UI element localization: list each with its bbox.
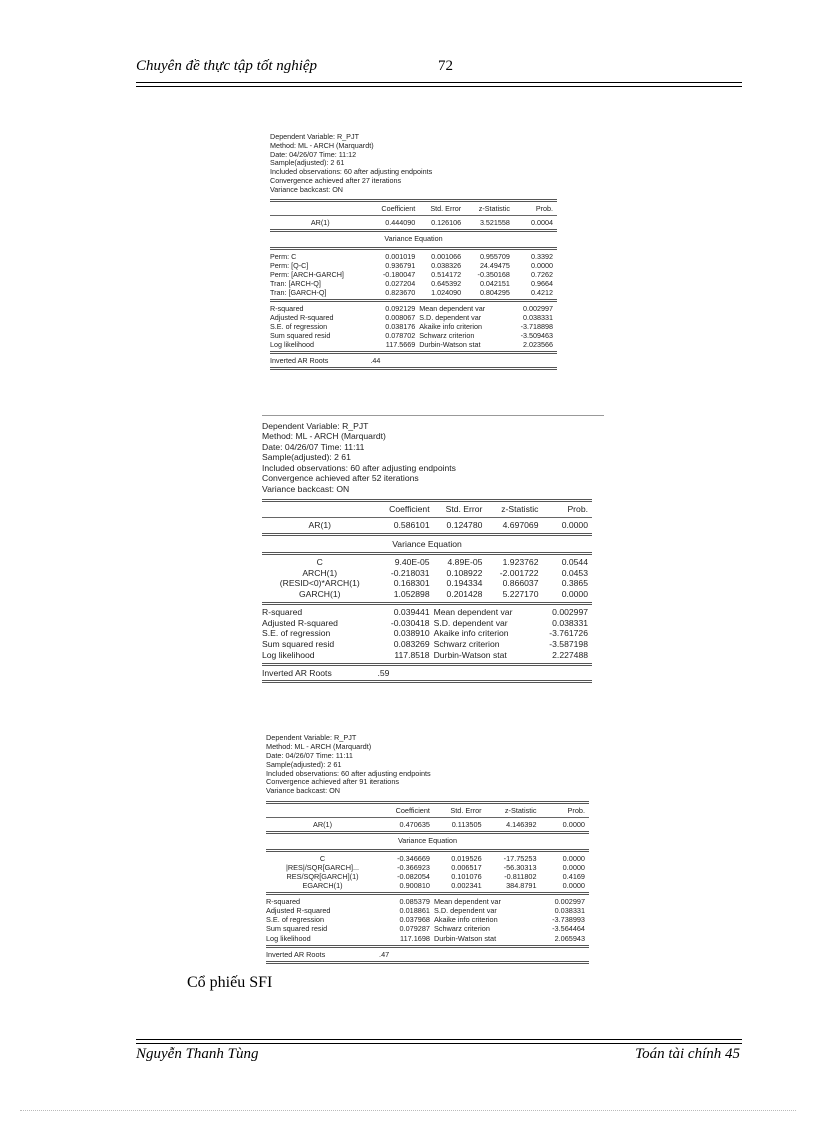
stats-table <box>262 607 592 661</box>
page-number: 72 <box>438 58 453 74</box>
variance-equation-caption: Variance Equation <box>384 234 443 244</box>
stat-label: Mean dependent var <box>433 897 501 907</box>
divider <box>270 199 557 202</box>
divider <box>262 552 592 555</box>
divider <box>262 499 592 502</box>
roots-label: Inverted AR Roots <box>270 355 329 365</box>
table-cell: 4.89E-05 <box>447 556 483 567</box>
column-header: z-Statistic <box>478 204 510 214</box>
row-label: |RES|/SQR[GARCH]... <box>285 862 360 872</box>
table-cell: 5.227170 <box>502 589 539 600</box>
estimation-output-3 <box>266 734 589 966</box>
footer-rule <box>136 1039 742 1044</box>
header-rule <box>136 82 742 87</box>
table-cell: 0.7262 <box>531 269 553 279</box>
table-cell: 0.001066 <box>431 251 462 261</box>
roots-value: .47 <box>379 949 390 959</box>
table-cell: 0.038326 <box>431 260 462 270</box>
table-cell: 0.113505 <box>451 820 482 830</box>
divider <box>266 961 589 964</box>
stat-value: 0.038910 <box>393 628 430 639</box>
divider <box>266 817 589 818</box>
stat-value: 117.8518 <box>394 649 430 660</box>
table-cell: 0.3392 <box>531 251 553 261</box>
stat-value: 117.1698 <box>400 933 430 943</box>
variance-table <box>262 557 592 600</box>
row-label: (RESID<0)*ARCH(1) <box>279 578 360 589</box>
table-row <box>262 589 592 600</box>
divider <box>262 533 592 536</box>
row-label: Tran: [ARCH-Q] <box>270 278 321 288</box>
mean-table <box>266 806 589 815</box>
stats-row <box>262 650 592 661</box>
table-cell: -56.30313 <box>503 862 537 872</box>
stats-row <box>270 304 557 313</box>
table-cell: 0.9664 <box>531 278 553 288</box>
column-header: Coefficient <box>395 806 430 816</box>
stat-value: 0.038331 <box>523 312 553 322</box>
table-cell: 0.444090 <box>385 218 416 228</box>
meta-line: Date: 04/26/07 Time: 11:11 <box>266 750 353 760</box>
table-cell: 1.923762 <box>502 556 539 567</box>
table-cell: 0.3865 <box>561 578 588 589</box>
stats-table <box>270 304 557 349</box>
stat-value: 0.002997 <box>554 897 585 907</box>
stat-label: S.E. of regression <box>266 915 324 925</box>
output-meta <box>266 734 589 796</box>
row-label: AR(1) <box>312 820 333 830</box>
table-cell: 0.194334 <box>446 578 483 589</box>
meta-line: Date: 04/26/07 Time: 11:12 <box>270 149 357 159</box>
meta-line: Dependent Variable: R_PJT <box>270 132 359 141</box>
table-cell: 0.936791 <box>385 260 416 270</box>
table-row <box>266 820 589 829</box>
stat-value: -3.738993 <box>552 915 585 925</box>
table-cell: 0.823670 <box>385 287 416 297</box>
stat-label: R-squared <box>262 606 303 617</box>
table-cell: 0.645392 <box>431 278 462 288</box>
meta-line: Method: ML - ARCH (Marquardt) <box>270 140 374 150</box>
table-cell: -0.082054 <box>397 871 430 881</box>
stat-value: -3.718898 <box>520 321 553 331</box>
column-header: Std. Error <box>450 806 482 816</box>
row-label: ARCH(1) <box>302 567 338 578</box>
mean-rows-table <box>266 820 589 829</box>
row-label: Perm: [Q-C] <box>270 260 309 270</box>
row-label: EGARCH(1) <box>302 880 343 890</box>
stat-value: 0.038176 <box>385 321 416 331</box>
table-row <box>262 520 592 531</box>
stats-row <box>266 915 589 924</box>
stats-row <box>270 331 557 340</box>
table-cell: 4.146392 <box>506 820 537 830</box>
table-row <box>270 252 557 261</box>
divider <box>270 229 557 232</box>
mean-rows-table <box>262 520 592 531</box>
table-cell: -0.366923 <box>397 862 430 872</box>
table-cell: 0.900810 <box>399 880 430 890</box>
meta-line: Variance backcast: ON <box>262 483 350 494</box>
stat-label: Schwarz criterion <box>433 924 490 934</box>
stats-row <box>262 607 592 618</box>
estimation-output-1 <box>270 133 557 372</box>
table-cell: 0.042151 <box>479 278 510 288</box>
output-meta <box>270 133 557 194</box>
meta-line: Included observations: 60 after adjusting endpoints <box>266 768 431 778</box>
stat-value: 0.092129 <box>385 303 416 313</box>
section-caption: Cổ phiếu SFI <box>187 974 273 991</box>
stats-row <box>266 897 589 906</box>
table-cell: 1.052898 <box>393 589 430 600</box>
table-cell: -0.180047 <box>382 269 416 279</box>
stat-label: Schwarz criterion <box>419 330 475 340</box>
stat-label: S.D. dependent var <box>419 312 482 322</box>
table-cell: -0.218031 <box>390 567 430 578</box>
table-row <box>266 854 589 863</box>
table-cell: 0.002341 <box>451 880 482 890</box>
table-cell: 24.49475 <box>479 260 510 270</box>
meta-line: Dependent Variable: R_PJT <box>266 733 357 742</box>
stat-value: 2.065943 <box>554 933 585 943</box>
roots-table <box>262 668 592 679</box>
table-cell: 0.0000 <box>562 880 585 890</box>
stat-label: R-squared <box>266 897 301 907</box>
table-cell: 0.201428 <box>446 589 483 600</box>
row-label: Perm: [ARCH-GARCH] <box>270 269 344 279</box>
meta-line: Sample(adjusted): 2 61 <box>266 759 342 769</box>
table-cell: -2.001722 <box>499 567 539 578</box>
roots-value: .44 <box>370 355 381 365</box>
variance-equation-caption: Variance Equation <box>397 836 458 846</box>
stat-value: 0.038331 <box>554 906 585 916</box>
table-cell: 0.804295 <box>479 287 510 297</box>
stats-table <box>266 897 589 943</box>
row-label: RES/SQR[GARCH](1) <box>286 871 359 881</box>
divider <box>266 849 589 852</box>
output-meta <box>262 421 592 494</box>
stat-label: Mean dependent var <box>433 606 513 617</box>
row-label: C <box>319 853 326 863</box>
row-label: AR(1) <box>310 218 330 228</box>
column-header: Prob. <box>567 504 588 515</box>
divider <box>270 247 557 250</box>
table-row <box>270 279 557 288</box>
table-cell: 0.108922 <box>446 567 483 578</box>
table-cell: 3.521558 <box>479 218 510 228</box>
stat-label: S.E. of regression <box>262 628 331 639</box>
stats-row <box>270 340 557 349</box>
stat-value: 0.002997 <box>552 606 588 617</box>
meta-line: Sample(adjusted): 2 61 <box>270 158 345 168</box>
table-row <box>270 270 557 279</box>
table-cell: -17.75253 <box>503 853 537 863</box>
divider <box>262 663 592 666</box>
table-cell: 4.697069 <box>502 520 539 531</box>
meta-line: Included observations: 60 after adjusting endpoints <box>270 167 433 177</box>
stat-value: 0.018861 <box>399 906 430 916</box>
table-cell: 384.8791 <box>506 880 537 890</box>
table-row <box>270 288 557 297</box>
stat-value: -3.509463 <box>520 330 553 340</box>
stat-label: Log likelihood <box>270 339 314 349</box>
table-cell: 0.0000 <box>562 820 585 830</box>
stat-label: Akaike info criterion <box>433 628 509 639</box>
stat-label: Adjusted R-squared <box>270 312 334 322</box>
table-row <box>270 218 557 227</box>
table-cell: 0.955709 <box>479 251 510 261</box>
divider <box>262 602 592 605</box>
table-row <box>266 881 589 890</box>
stat-label: Adjusted R-squared <box>262 617 338 628</box>
table-cell: 0.001019 <box>385 251 416 261</box>
roots-table <box>270 356 557 365</box>
row-label: GARCH(1) <box>298 589 341 600</box>
stat-value: -3.587198 <box>549 639 588 650</box>
table-cell: 0.019526 <box>451 853 482 863</box>
meta-line: Variance backcast: ON <box>270 184 343 194</box>
table-cell: 0.0000 <box>562 853 585 863</box>
footer-class: Toán tài chính 45 <box>635 1046 740 1062</box>
stat-label: Akaike info criterion <box>433 915 498 925</box>
table-cell: 0.0000 <box>561 520 588 531</box>
stat-value: -3.564464 <box>552 924 585 934</box>
stat-value: 0.008067 <box>385 312 416 322</box>
table-cell: 0.0000 <box>561 589 588 600</box>
divider <box>266 831 589 834</box>
row-label: AR(1) <box>308 520 331 531</box>
table-cell: -0.346669 <box>397 853 430 863</box>
stat-label: S.D. dependent var <box>433 617 508 628</box>
table-cell: 0.0000 <box>562 862 585 872</box>
stat-label: Durbin-Watson stat <box>433 649 507 660</box>
table-cell: 0.101076 <box>451 871 482 881</box>
table-cell: 1.024090 <box>431 287 462 297</box>
table-row <box>266 872 589 881</box>
table-cell: 0.0544 <box>561 556 588 567</box>
column-header: Std. Error <box>445 504 483 515</box>
table-cell: 0.514172 <box>431 269 462 279</box>
column-header: Std. Error <box>430 204 462 214</box>
meta-line: Method: ML - ARCH (Marquardt) <box>262 431 386 442</box>
divider <box>262 517 592 518</box>
divider <box>270 351 557 354</box>
stat-label: Sum squared resid <box>270 330 331 340</box>
table-cell: -0.350168 <box>477 269 510 279</box>
estimation-output-2 <box>262 421 592 685</box>
table-cell: 0.4169 <box>562 871 585 881</box>
stat-label: S.D. dependent var <box>433 906 497 916</box>
column-header: Coefficient <box>381 204 416 214</box>
table-cell: 0.006517 <box>451 862 482 872</box>
stat-value: 117.5669 <box>385 339 416 349</box>
stat-value: -3.761726 <box>549 628 588 639</box>
stat-label: Sum squared resid <box>262 639 335 650</box>
divider <box>266 945 589 948</box>
stats-row <box>270 313 557 322</box>
mean-table <box>262 504 592 515</box>
stat-value: -0.030418 <box>390 617 430 628</box>
roots-label: Inverted AR Roots <box>266 949 326 959</box>
divider <box>270 215 557 216</box>
table-row <box>262 578 592 589</box>
table-row <box>270 261 557 270</box>
meta-line: Included observations: 60 after adjusting endpoints <box>262 462 456 473</box>
table-row <box>262 568 592 579</box>
meta-line: Convergence achieved after 52 iterations <box>262 473 419 484</box>
stat-value: 0.085379 <box>399 897 430 907</box>
stat-label: Mean dependent var <box>419 303 486 313</box>
column-header <box>270 204 370 213</box>
stat-value: 0.083269 <box>393 639 430 650</box>
meta-line: Dependent Variable: R_PJT <box>262 421 369 431</box>
table-row <box>262 557 592 568</box>
stat-value: 0.037968 <box>399 915 430 925</box>
header-title: Chuyên đề thực tập tốt nghiệp <box>136 58 318 74</box>
stat-value: 0.078702 <box>385 330 416 340</box>
divider <box>262 680 592 683</box>
table-cell: -0.811802 <box>504 871 537 881</box>
column-header: z-Statistic <box>501 504 539 515</box>
roots-table <box>266 950 589 959</box>
stats-row <box>266 934 589 943</box>
table-cell: 0.866037 <box>502 578 539 589</box>
variance-equation-caption: Variance Equation <box>392 538 462 549</box>
table-cell: 0.126106 <box>431 218 462 228</box>
footer-author: Nguyễn Thanh Tùng <box>136 1046 259 1062</box>
column-header <box>262 504 378 515</box>
stat-label: Durbin-Watson stat <box>419 339 481 349</box>
mean-rows-table <box>270 218 557 227</box>
stat-label: Adjusted R-squared <box>266 906 331 916</box>
stat-label: R-squared <box>270 303 304 313</box>
row-label: C <box>316 556 323 567</box>
table-cell: 0.027204 <box>385 278 416 288</box>
page-edge-dots <box>20 1110 796 1111</box>
stat-value: 0.038331 <box>552 617 588 628</box>
row-label: Perm: C <box>270 251 297 261</box>
stats-row <box>266 924 589 933</box>
table-cell: 0.168301 <box>393 578 430 589</box>
meta-line: Convergence achieved after 27 iterations <box>270 175 402 185</box>
stat-value: 0.079287 <box>399 924 430 934</box>
table-cell: 0.4212 <box>531 287 553 297</box>
meta-line: Date: 04/26/07 Time: 11:11 <box>262 441 365 452</box>
divider <box>266 892 589 895</box>
table-cell: 0.586101 <box>393 520 430 531</box>
roots-value: .59 <box>377 667 390 678</box>
stat-label: Sum squared resid <box>266 924 328 934</box>
stat-value: 0.002997 <box>523 303 553 313</box>
stat-value: 2.227488 <box>552 649 588 660</box>
stat-value: 0.039441 <box>393 606 430 617</box>
table-cell: 9.40E-05 <box>394 556 430 567</box>
stat-label: Log likelihood <box>262 649 315 660</box>
meta-line: Sample(adjusted): 2 61 <box>262 452 351 463</box>
stat-label: Schwarz criterion <box>433 639 500 650</box>
variance-table <box>270 252 557 297</box>
stat-value: 2.023566 <box>523 339 553 349</box>
stat-label: Log likelihood <box>266 933 311 943</box>
stats-row <box>270 322 557 331</box>
meta-line: Convergence achieved after 91 iterations <box>266 777 400 787</box>
stats-row <box>266 906 589 915</box>
stats-row <box>262 628 592 639</box>
divider <box>270 367 557 370</box>
roots-label: Inverted AR Roots <box>262 667 332 678</box>
meta-line: Method: ML - ARCH (Marquardt) <box>266 741 372 751</box>
row-label: Tran: [GARCH-Q] <box>270 287 327 297</box>
table-cell: 0.470635 <box>399 820 430 830</box>
meta-line: Variance backcast: ON <box>266 786 341 796</box>
stats-row <box>262 618 592 629</box>
column-header <box>266 806 379 815</box>
divider <box>270 299 557 302</box>
column-header: Prob. <box>535 204 553 214</box>
table-row <box>266 863 589 872</box>
mean-table <box>270 204 557 213</box>
page-header <box>136 58 742 78</box>
table-cell: 0.0453 <box>561 567 588 578</box>
column-header: Prob. <box>567 806 585 816</box>
table-cell: 0.0004 <box>531 218 553 228</box>
stat-label: Durbin-Watson stat <box>433 933 497 943</box>
table-cell: 0.124780 <box>446 520 483 531</box>
stat-label: S.E. of regression <box>270 321 328 331</box>
column-header: Coefficient <box>389 504 430 515</box>
variance-table <box>266 854 589 890</box>
table-cell: 0.0000 <box>531 260 553 270</box>
stat-label: Akaike info criterion <box>419 321 482 331</box>
divider <box>266 801 589 804</box>
stats-row <box>262 639 592 650</box>
column-header: z-Statistic <box>504 806 537 816</box>
divider <box>262 415 604 416</box>
